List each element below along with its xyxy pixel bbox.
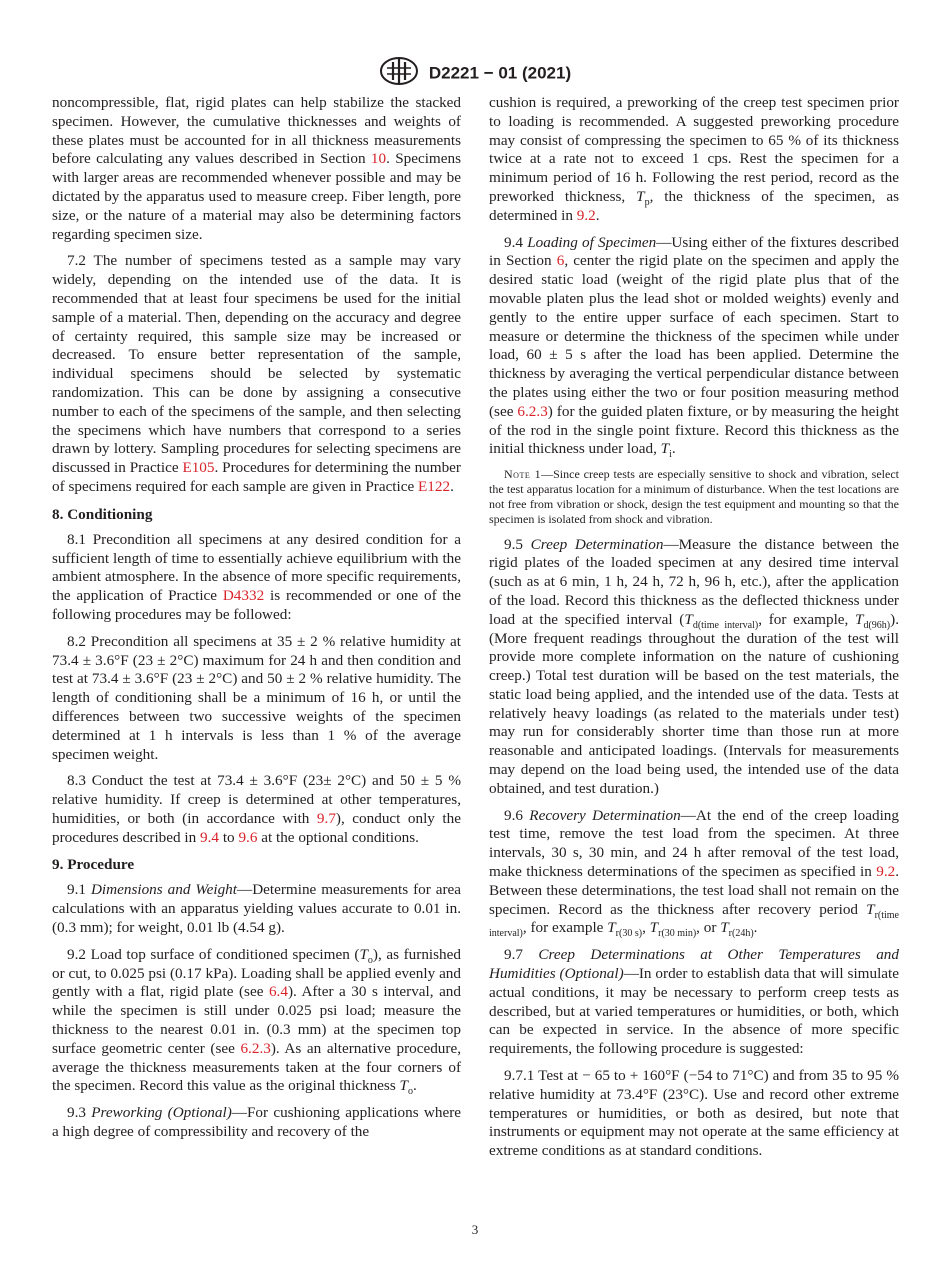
- page-header: [0, 56, 950, 91]
- section-9-heading: 9. Procedure: [52, 856, 135, 874]
- paragraph-9-1: 9.1 Dimensions and Weight—Determine measurements for area calculations with an apparatus yielding values accurate to 0.01 in. (0.3 mm); for weight, 0.01 lb (4.54 g).: [52, 881, 462, 937]
- section-8-heading: 8. Conditioning: [52, 505, 153, 523]
- note-1: Note 1—Since creep tests are especially sensitive to shock and vibration, select the test apparatus location for a minimum of disturbance. When the test locations are not free from vibration or shock, design the test equipment and mounting so that the specimen is isolated from shock and vibration.: [489, 467, 900, 527]
- paragraph-8-2: 8.2 Precondition all specimens at 35 ± 2 % relative humidity at 73.4 ± 3.6°F (23 ± 2°C) maximum for 24 h and then condition and test at 73.4 ± 3.6°F (23 ± 2°C) and 50 ± 2 % relative humidity. The length of conditioning shall be a minimum of 16 h, or until the differences between two successive weights of the specimen determined at 1 h intervals is less than 1 % of the average specimen weight.: [52, 632, 461, 763]
- paragraph-9-7-1: 9.7.1 Test at − 65 to + 160°F (−54 to 71°C) and from 35 to 95 % relative humidity at 73.4°F (23°C). Use and record other extreme temperatures or humidities, or both as desired, but note that instruments or equipment may not operate at the same efficiency at extreme conditions as at standard conditions.: [489, 1067, 899, 1160]
- page-number: 3: [471, 1222, 479, 1237]
- right-column: [489, 94, 899, 1169]
- paragraph-9-5: 9.5 Creep Determination—Measure the distance between the rigid plates of the loaded specimen at any desired time interval (such as at 6 min, 1 h, 24 h, 72 h, 96 h, etc.), after the application of the load. Record this thickness as the deflected thickness under load at the specified interval ($T_{d(time interval)}$, for example, $T_{d(96h)}).(More$ frequent readings throughout the duration of the test will provide more complete information on the nature of cushioning creep.) Total test duration will be based on the test materials, the static load being applied, and the intended use of the data. Tests at relatively heavy loadings (as related to the materials under test) may run for considerably shorter time than those run at more reasonable and anticipated loadings. (Intervals for measurements may depend on the load being used, the intended use of the data obtained, and test duration.): [489, 535, 899, 797]
- section-9-2-link[interactable]: 9.2: [876, 863, 896, 881]
- paragraph-9-6: 9.6 Recovery Determination—At the end of the creep loading test time, remove the test load from the specimen. At three intervals, 30 s, 30 min, and 24 h after removal of the test load, make thickness determinations of the specimen as specified in 9.2. Between these determinations, the test load shall not remain on the specimen. Record as the thickness after recovery period $T_{r(time interval)}$, for example $T_{r(30 s)}$, $T_{r(30 min)}$, or $T_{r(24h)}$.: [489, 806, 899, 940]
- paragraph-9-3: 9.3 Preworking (Optional)—For cushioning applications where a high degree of compressibility and recovery of the: [52, 1104, 461, 1141]
- section-6-2-3-link[interactable]: 6.2.3: [240, 1039, 271, 1057]
- d4332-link[interactable]: D4332: [222, 587, 265, 605]
- section-10-link[interactable]: 10: [370, 150, 387, 168]
- section-9-2-link[interactable]: 9.2: [576, 206, 596, 224]
- paragraph-9-2: 9.2 Load top surface of conditioned specimen $(T_o)$, as furnished or cut, to 0.025 psi (0.17 kPa). Loading shall be applied evenly and gently with a flat, rigid plate (see 6.4). After a 30 s interval, and while the specimen is still under 0.025 psi load; measure the thickness to the nearest 0.01 in. (0.3 mm) at the specimen top surface geometric center (see 6.2.3). As an alternative procedure, average the thickness measurements taken at the four corners of the specimen. Record this value as the original thickness $T_o$.: [52, 945, 461, 1098]
- section-9-4-link[interactable]: 9.4: [200, 828, 220, 846]
- e105-link[interactable]: E105: [182, 459, 215, 477]
- section-6-link[interactable]: 6: [556, 252, 565, 270]
- section-6-4-link[interactable]: 6.4: [268, 983, 288, 1001]
- section-9-7-link[interactable]: 9.7: [316, 809, 336, 827]
- paragraph-9-4: 9.4 Loading of Specimen—Using either of the fixtures described in Section 6, center the rigid plate on the specimen and apply the desired static load (weight of the rigid plate plus that of the movable platen plus the lead shot or molded weights) evenly and gently to the entire upper surface of each specimen. Start to measure or determine the thickness of the specimen while under load, 60 ± 5 s after the load has been applied. Determine the thickness by averaging the vertical perpendicular distance between the plates using either the two or four position measuring method (see 6.2.3) for the guided platen fixture, or by measuring the height of the rod in the single point fixture. Record this thickness as the initial thickness under load, $T_i$.: [489, 233, 900, 461]
- section-6-2-3-link[interactable]: 6.2.3: [517, 402, 548, 420]
- e122-link[interactable]: E122: [418, 477, 451, 495]
- paragraph-7-2: 7.2 The number of specimens tested as a sample may vary widely, depending on the intended use of the data. It is recommended that at least four specimens be used for the initial sample of a material. Then, depending on the accuracy and degree of certainty required, this sample size may be increased or decreased. To ensure better representation of the sample, individual specimens should be selected by systematic randomization. This can be done by assigning a consecutive number to each of the specimens of the sample, and then selecting the specimens which have numbers that correspond to a series drawn by lottery. Sampling procedures for selecting specimens are discussed in Practice E105. Procedures for determining the number of specimens required for each sample are given in Practice E122.: [52, 252, 461, 495]
- paragraph-9-7: 9.7 Creep Determinations at Other Temperatures and Humidities (Optional)—In order to establish data that will simulate actual conditions, it may be necessary to perform creep tests as described, but at varied temperatures or humidities, or both, which can be expected in service. In the absence of more specific requirements, the following procedure is suggested:: [489, 946, 900, 1058]
- section-9-6-link[interactable]: 9.6: [238, 828, 258, 846]
- left-column: [52, 94, 461, 1150]
- standard-designation: D2221 − 01 (2021): [428, 63, 572, 83]
- paragraph-7-1-continued: noncompressible, flat, rigid plates can help stabilize the stacked specimen. However, the cumulative thicknesses and weights of these plates must be accounted for in all thickness measurements before calculating any values described in Section 10. Specimens with larger areas are recommended whenever possible and may be dictated by the apparatus used to measure creep. Fiber length, pore size, or the nature of a material may also be determining factors regarding specimen size.: [52, 94, 461, 243]
- note-label: Note 1: [504, 467, 542, 482]
- astm-logo-icon: [379, 56, 419, 91]
- paragraph-8-1: 8.1 Precondition all specimens at any desired condition for a sufficient length of time to essentially achieve equilibrium with the ambient atmosphere. In the absence of more specific requirements, the application of Practice D4332 is recommended or one of the following procedures may be followed:: [52, 530, 461, 623]
- paragraph-8-3: 8.3 Conduct the test at 73.4 ± 3.6°F (23± 2°C) and 50 ± 5 % relative humidity. If creep is determined at other temperatures, humidities, or both (in accordance with 9.7), conduct only the procedures described in 9.4 to 9.6 at the optional conditions.: [52, 772, 461, 846]
- paragraph-9-3-continued: cushion is required, a preworking of the creep test specimen prior to loading is recommended. A suggested preworking procedure may consist of compressing the specimen to 65 % of its thickness twice at a rate not to exceed 1 cps. Rest the specimen for a minimum period of 16 h. Following the rest period, record as the preworked thickness, $T_p$, the thickness of the specimen, as determined in 9.2.: [489, 94, 899, 224]
